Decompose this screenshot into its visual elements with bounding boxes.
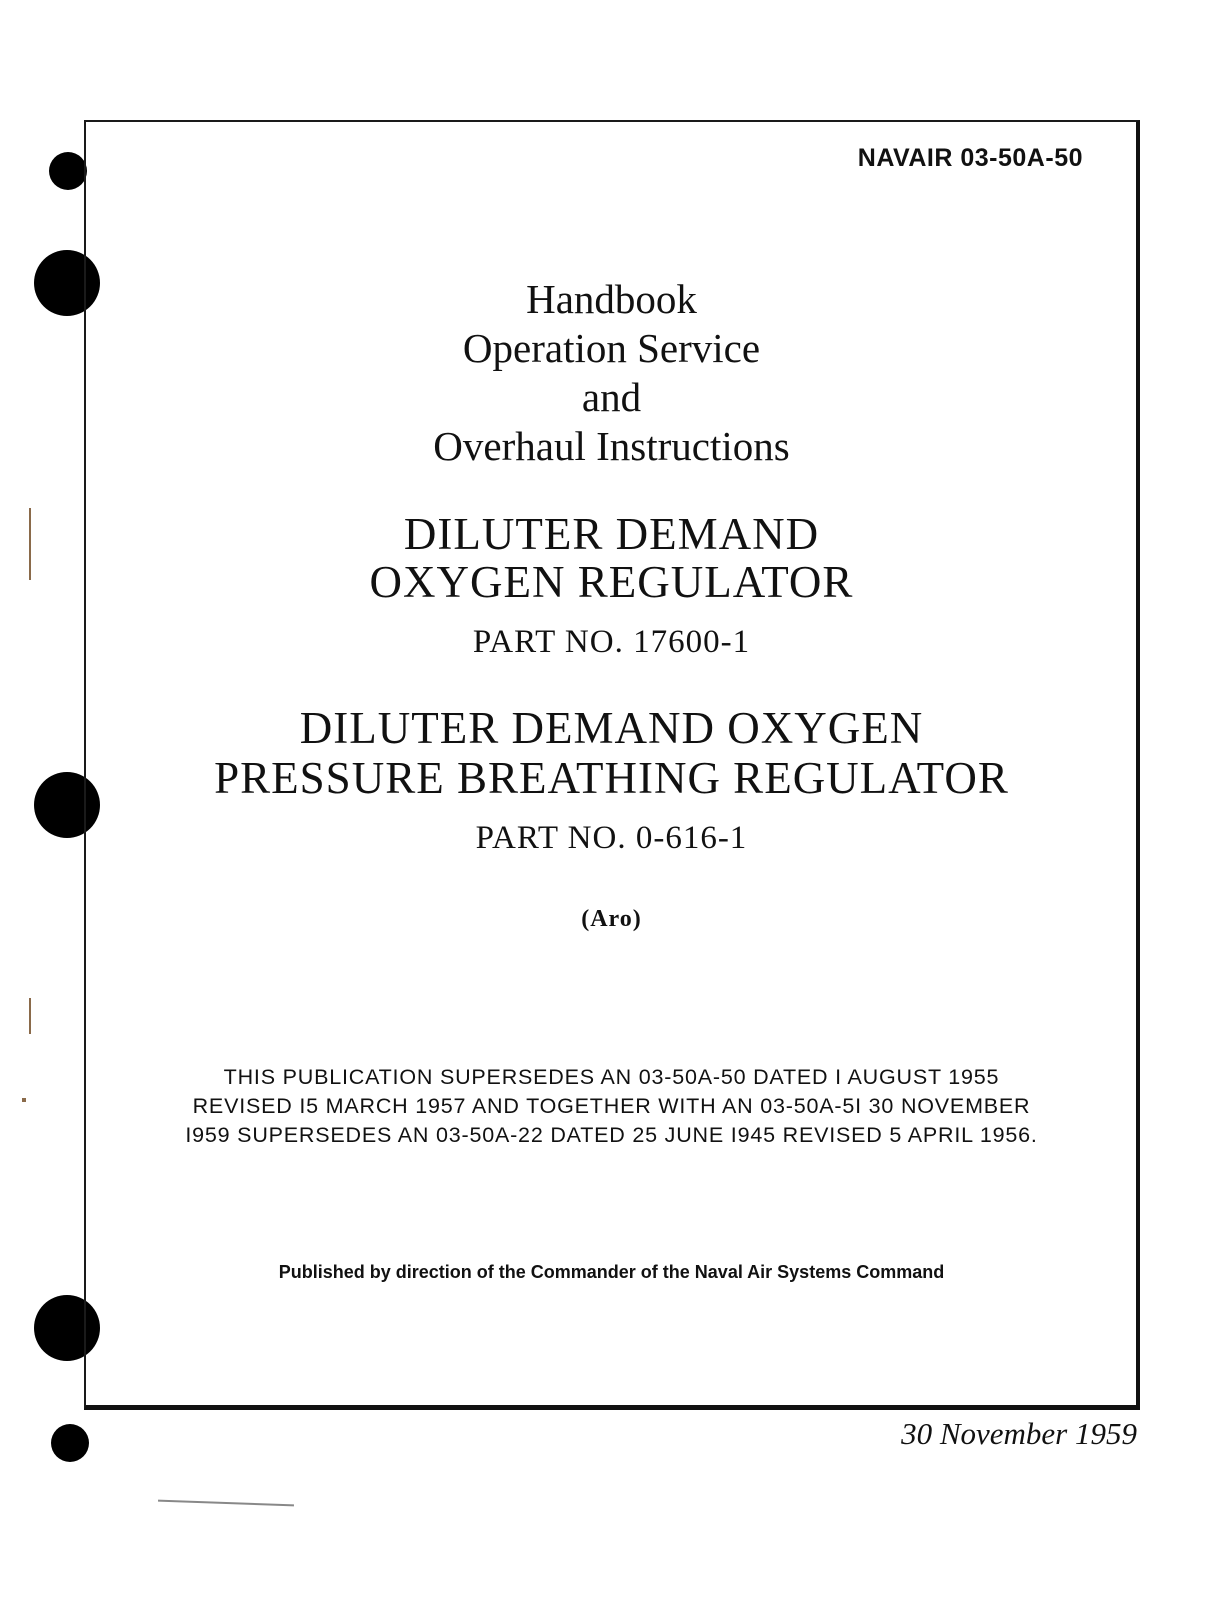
document-number: NAVAIR 03-50A-50 bbox=[857, 144, 1083, 172]
title-line-handbook: Handbook bbox=[526, 276, 697, 322]
item2-name-line2: PRESSURE BREATHING REGULATOR bbox=[214, 753, 1009, 803]
scan-mark bbox=[29, 998, 31, 1034]
supersedes-line: REVISED I5 MARCH 1957 AND TOGETHER WITH AN 03-50A-5I 30 NOVEMBER bbox=[192, 1094, 1031, 1118]
item2-part-number: PART NO. 0-616-1 bbox=[475, 820, 748, 856]
item2-name-line1: DILUTER DEMAND OXYGEN bbox=[299, 703, 924, 753]
title-line-and: and bbox=[581, 374, 642, 420]
scan-scribble bbox=[158, 1500, 294, 1507]
published-by: Published by direction of the Commander of the Naval Air Systems Command bbox=[278, 1262, 945, 1282]
item1-part-number: PART NO. 17600-1 bbox=[472, 624, 751, 660]
item1-name-line2: OXYGEN REGULATOR bbox=[369, 557, 854, 607]
title-line-overhaul-instructions: Overhaul Instructions bbox=[433, 423, 790, 469]
supersedes-line: THIS PUBLICATION SUPERSEDES AN 03-50A-50 DATED I AUGUST 1955 bbox=[223, 1065, 1000, 1089]
title-line-operation-service: Operation Service bbox=[462, 325, 761, 371]
binder-hole bbox=[49, 152, 87, 190]
binder-hole bbox=[51, 1424, 89, 1462]
item1-name-line1: DILUTER DEMAND bbox=[403, 509, 820, 559]
supersedes-notice bbox=[0, 1063, 1223, 1150]
manufacturer: (Aro) bbox=[581, 906, 642, 932]
publication-date: 30 November 1959 bbox=[901, 1416, 1137, 1451]
supersedes-line: I959 SUPERSEDES AN 03-50A-22 DATED 25 JUNE I945 REVISED 5 APRIL 1956. bbox=[185, 1123, 1038, 1147]
